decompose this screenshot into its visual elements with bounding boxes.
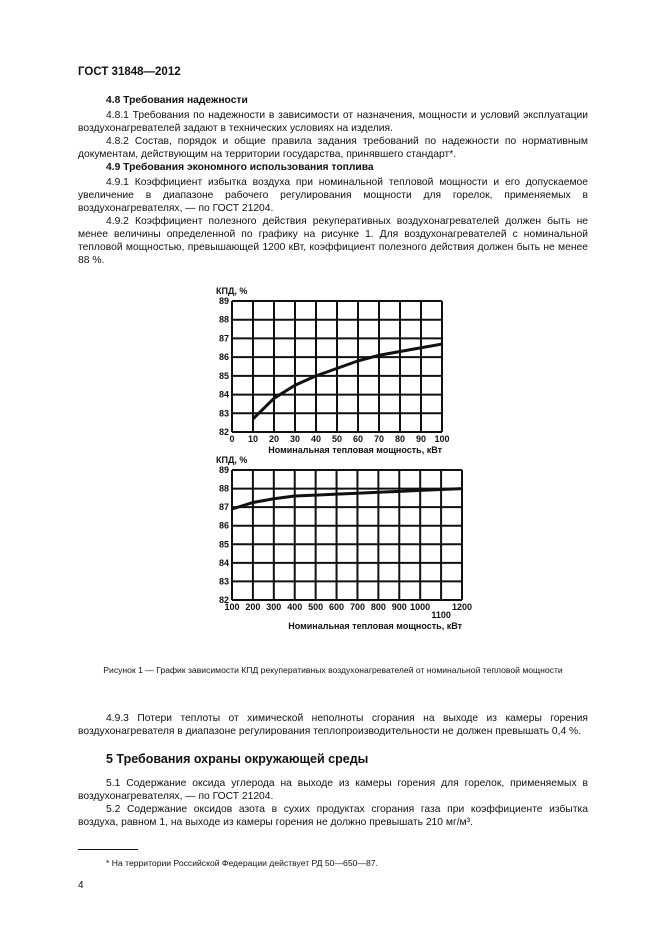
y-tick-label: 82 — [218, 427, 229, 437]
x-tick-label: 800 — [370, 602, 386, 612]
x-axis-label: Номинальная тепловая мощность, кВт — [268, 445, 442, 455]
x-tick-label: 300 — [266, 602, 282, 612]
section-heading: 5 Требования охраны окружающей среды — [106, 752, 369, 766]
x-tick-label: 50 — [331, 434, 343, 444]
y-tick-label: 86 — [218, 520, 229, 531]
y-tick-label: 83 — [218, 408, 229, 419]
x-tick-label: 600 — [329, 602, 345, 612]
efficiency-curve — [253, 344, 442, 419]
y-tick-label: 83 — [218, 576, 229, 587]
paragraph: 5.1 Содержание оксида углерода на выходе из камеры горения для горелок, применяемых в воздухонагревателях, — по ГОСТ 21204. — [78, 778, 588, 802]
paragraph: 4.9.2 Коэффициент полезного действия рекуперативных воздухонагревателей должен быть не менее величины определенной по графику на рисунке 1. Для воздухонагревателей с номинальной тепловой мощностью, превышающей 1200 кВт, коэффициент полезного действия должен быть не менее 88 %. — [78, 216, 588, 266]
paragraph: 4.9.3 Потери теплоты от химической неполноты сгорания на выходе из камеры горения воздухонагревателя в диапазоне регулирования теплопроизводительности не должен превышать 0,4 %. — [78, 713, 588, 737]
section-heading: 4.8 Требования надежности — [106, 95, 248, 106]
y-tick-label: 85 — [218, 539, 229, 550]
y-tick-label: 85 — [218, 370, 229, 381]
y-tick-label: 84 — [218, 389, 229, 400]
x-tick-label: 100 — [434, 434, 450, 444]
x-tick-label: 0 — [229, 434, 235, 444]
paragraph-4-9-3 — [78, 712, 588, 738]
y-tick-label: 88 — [218, 483, 229, 494]
x-tick-label: 90 — [415, 434, 427, 444]
y-axis-label: КПД, % — [216, 455, 248, 465]
y-axis-label: КПД, % — [216, 286, 248, 296]
x-tick-label: 80 — [394, 434, 406, 444]
x-tick-label: 40 — [310, 434, 322, 444]
paragraph: 4.8.2 Состав, порядок и общие правила задания требований по надежности по нормативным документам, действующим на территории государства, принявшего стандарт*. — [78, 136, 588, 160]
y-tick-label: 82 — [218, 595, 229, 605]
y-tick-label: 87 — [218, 333, 229, 344]
figure-caption: Рисунок 1 — График зависимости КПД рекуперативных воздухонагревателей от номинальной тепловой мощности — [103, 665, 563, 675]
x-tick-label: 70 — [373, 434, 385, 444]
x-tick-label: 60 — [352, 434, 364, 444]
efficiency-curve — [232, 489, 462, 509]
footnote: * На территории Российской Федерации действует РД 50—650—87. — [106, 858, 378, 868]
x-tick-label: 500 — [308, 602, 324, 612]
y-tick-label: 89 — [218, 465, 229, 475]
x-tick-label: 100 — [224, 602, 240, 612]
document-header: ГОСТ 31848—2012 — [78, 66, 181, 78]
x-tick-label: 1100 — [431, 610, 451, 620]
x-tick-label: 900 — [391, 602, 407, 612]
x-tick-label: 1200 — [451, 602, 473, 612]
paragraph: 4.9.1 Коэффициент избытка воздуха при номинальной тепловой мощности и его допускаемое увеличение в диапазоне рабочего регулирования мощности для горелок, применяемых в воздухонагревателях, — по ГОСТ 21204. — [78, 177, 588, 214]
y-tick-label: 86 — [218, 352, 229, 363]
footnote-divider — [78, 849, 138, 850]
paragraph: 5.2 Содержание оксидов азота в сухих продуктах сгорания газа при коэффициенте избытка воздуха, равном 1, на выходе из камеры горения не должно превышать 210 мг/м³. — [78, 804, 588, 828]
y-tick-label: 84 — [218, 557, 229, 568]
section-heading: 4.9 Требования экономного использования топлива — [106, 162, 374, 173]
x-axis-label: Номинальная тепловая мощность, кВт — [288, 621, 462, 631]
x-tick-label: 10 — [247, 434, 259, 444]
x-tick-label: 1000 — [410, 602, 431, 612]
x-tick-label: 200 — [245, 602, 261, 612]
x-tick-label: 700 — [349, 602, 365, 612]
y-tick-label: 87 — [218, 502, 229, 513]
page-number: 4 — [78, 880, 84, 891]
paragraph: 4.8.1 Требования по надежности в зависимости от назначения, мощности и условий эксплуатации воздухонагревателей задают в технических условиях на изделия. — [78, 110, 588, 134]
x-tick-label: 30 — [289, 434, 301, 444]
y-tick-label: 88 — [218, 314, 229, 325]
section-5 — [78, 777, 588, 829]
x-tick-label: 400 — [287, 602, 303, 612]
x-tick-label: 20 — [268, 434, 280, 444]
y-tick-label: 89 — [218, 296, 229, 306]
